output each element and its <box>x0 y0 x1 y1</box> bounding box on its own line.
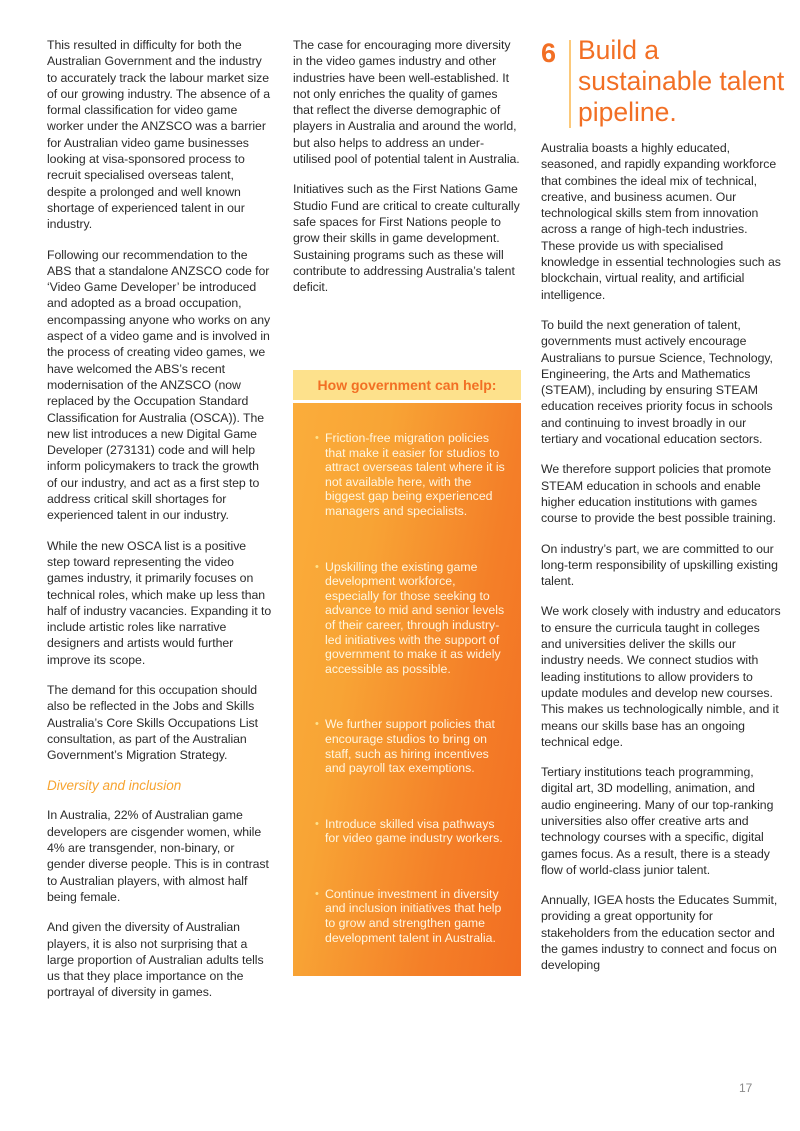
bullet-icon: • <box>315 560 319 573</box>
body-paragraph: The case for encouraging more diversity in the video games industry and other industries have been well-established. It not only enriches the quality of games that reflect the diverse demographic of players in Australia and around the world, but also helps to address an under-utilised pool of potential talent in Australia. <box>293 38 520 167</box>
body-paragraph: This resulted in difficulty for both the Australian Government and the industry to accurately track the labour market size of our growing industry. The absence of a formal classification for video game worker under the ANZSCO was a barrier for Australian video game businesses looking at visa-sponsored process to recruit specialised overseas talent, despite a prolonged and well known shortage of experienced talent in our industry. <box>47 38 271 232</box>
body-paragraph: We therefore support policies that promote STEAM education in schools and enable higher education institutions with games course to provide the best possible training. <box>541 462 776 526</box>
subheading-diversity: Diversity and inclusion <box>47 778 182 794</box>
callout-heading-box <box>293 370 521 400</box>
bullet-icon: • <box>315 432 319 444</box>
section-heading <box>541 35 786 130</box>
body-paragraph: We work closely with industry and educators to ensure the curricula taught in colleges and universities deliver the skills our industry needs. We connect studios with leading institutions to allow providers to update modules and develop new courses. This makes us technologically nimble, and it means our skills base has an ongoing technical edge. <box>541 604 781 749</box>
callout-item: • We further support policies that encourage studios to bring on staff, such as hiring incentives and payroll tax exemptions. <box>315 717 495 776</box>
section-title: Build a sustainable talent pipeline. <box>578 35 785 127</box>
bullet-icon: • <box>315 718 319 731</box>
bullet-icon: • <box>315 817 319 830</box>
section-number: 6 <box>541 38 557 68</box>
body-paragraph: The demand for this occupation should also be reflected in the Jobs and Skills Australia’s Core Skills Occupations List consultation, as part of the Australian Government’s Migration Strategy. <box>47 682 259 763</box>
bullet-icon: • <box>315 887 319 900</box>
body-paragraph: And given the diversity of Australian players, it is also not surprising that a large proportion of Australian adults tells us that they place importance on the portrayal of diversity in games. <box>47 920 264 1000</box>
body-paragraph: On industry’s part, we are committed to our long-term responsibility of upskilling existing talent. <box>541 541 778 589</box>
body-paragraph: Annually, IGEA hosts the Educates Summit, providing a great opportunity for stakeholders from the education sector and the games industry to connect and focus on developing <box>541 893 778 973</box>
callout-heading: How government can help: <box>317 377 497 393</box>
body-paragraph: Tertiary institutions teach programming, digital art, 3D modelling, animation, and audio engineering. Many of our top-ranking universities also offer creative arts and technology courses with a specific, digital games focus. As a result, there is a steady flow of world-class junior talent. <box>541 765 774 877</box>
body-paragraph: While the new OSCA list is a positive step toward representing the video games industry, it primarily focuses on technical roles, which make up less than half of industry vacancies. Expanding it to include artistic roles like narrative designers and artists would further improve its scope. <box>47 538 272 667</box>
callout-item: • Introduce skilled visa pathways for video game industry workers. <box>315 816 503 846</box>
callout-box <box>293 403 521 976</box>
body-paragraph: Initiatives such as the First Nations Game Studio Fund are critical to create culturally safe spaces for First Nations people to grow their skills in game development. Sustaining programs such as these will contribute to addressing Australia’s talent deficit. <box>293 182 520 295</box>
column-middle <box>293 37 521 309</box>
callout-list <box>293 403 521 945</box>
body-paragraph: Following our recommendation to the ABS that a standalone ANZSCO code for ‘Video Game Developer’ be introduced and adopted as a broad occupation, encompassing anyone who works on any aspect of a video game and is involved in the process of creating video games, we have welcomed the ABS’s recent modernisation of the ANZSCO (now replaced by the Occupation Standard Classification for Australia (OSCA)). The new list introduces a new Digital Game Developer (273131) code and will help inform policymakers to track the growth of our industry, and act as a first step to address critical skill shortages for experienced talent in our industry. <box>47 247 271 523</box>
column-right <box>541 140 781 988</box>
column-left <box>47 37 272 1015</box>
body-paragraph: Australia boasts a highly educated, seasoned, and rapidly expanding workforce that combines the ideal mix of technical, creative, and business acumen. Our technological skills stem from innovation across a range of high-tech industries. These provide us with specialised knowledge in essential technologies such as blockchain, virtual reality, and artificial intelligence. <box>541 141 781 302</box>
body-paragraph: To build the next generation of talent, governments must actively encourage Australians to pursue Science, Technology, Engineering, the Arts and Mathematics (STEAM), including by ensuring STEAM education receives priority focus in schools and continuing to invest broadly in our tertiary and vocational education sectors. <box>541 317 773 447</box>
callout-item: • Friction-free migration policies that make it easier for studios to attract overseas talent where it is not available here, with the biggest gap being experienced managers and specialists. <box>315 431 505 518</box>
heading-divider <box>569 40 571 128</box>
body-paragraph: In Australia, 22% of Australian game developers are cisgender women, while 4% are transgender, non-binary, or gender diverse people. This is in contrast to Australian players, with almost half being female. <box>47 808 269 904</box>
callout-item: • Continue investment in diversity and inclusion initiatives that help to grow and strengthen game development talent in Australia. <box>315 886 502 945</box>
page-number: 17 <box>739 1081 753 1095</box>
callout-item: • Upskilling the existing game development workforce, especially for those seeking to advance to mid and senior levels of their career, through industry-led initiatives with the support of government to make it as widely accessible as possible. <box>315 559 505 676</box>
